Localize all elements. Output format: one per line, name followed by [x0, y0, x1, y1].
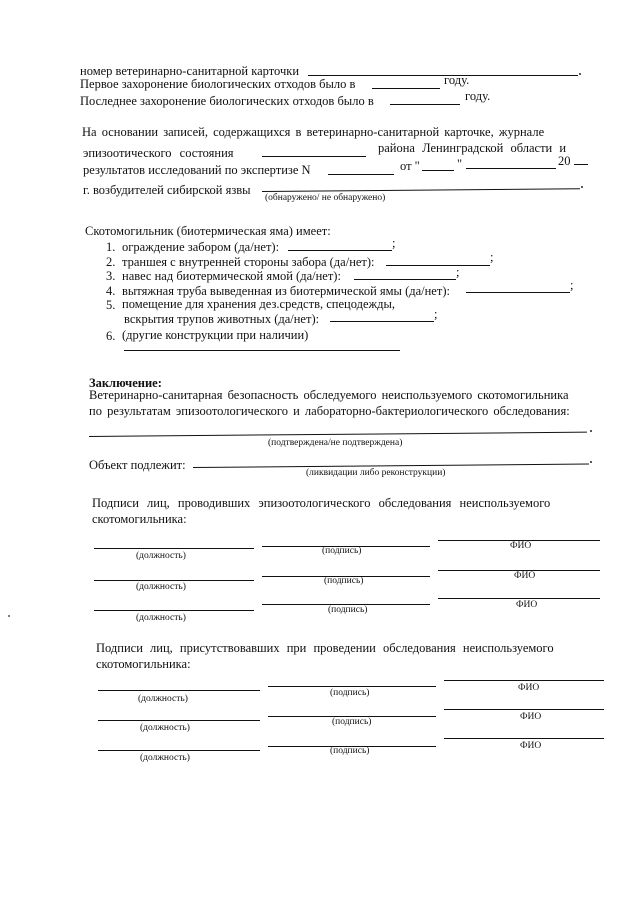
pit-item-3-num: 3. [106, 269, 116, 283]
expertise-month-field[interactable] [466, 168, 556, 169]
pit-item-1-num: 1. [106, 240, 116, 254]
present-3-signature-hint: (подпись) [330, 746, 370, 756]
first-burial-year-suffix: году. [444, 73, 470, 87]
pit-item-5-text: помещение для хранения дез.средств, спецодежды, [122, 297, 396, 311]
card-number-label: номер ветеринарно-санитарной карточки [80, 64, 300, 78]
basis-line-3-left: результатов исследований по экспертизе N [83, 163, 311, 177]
pit-item-6-field[interactable] [124, 350, 400, 351]
last-burial-label: Последнее захоронение биологических отходов было в [80, 94, 374, 108]
inspector-3-signature-hint: (подпись) [328, 605, 368, 615]
pit-intro: Скотомогильник (биотермическая яма) имеет: [85, 224, 331, 238]
basis-quote: " [457, 157, 463, 171]
pit-item-3-field[interactable] [354, 279, 456, 280]
pit-item-5-text-cont: вскрытия трупов животных (да/нет): [124, 312, 320, 326]
period-mark [579, 73, 581, 75]
semicolon: ; [392, 236, 396, 250]
pit-item-2-field[interactable] [386, 265, 490, 266]
inspector-2-signature-hint: (подпись) [324, 576, 364, 586]
inspector-1-signature-hint: (подпись) [322, 546, 362, 556]
conclusion-heading: Заключение: [89, 376, 162, 390]
basis-year-label: 20 [558, 154, 571, 168]
basis-line-2-right: района Ленинградской области и [378, 141, 567, 155]
present-3-position-field[interactable] [98, 750, 260, 751]
conclusion-line-1: Ветеринарно-санитарная безопасность обследуемого неиспользуемого скотомогильника [89, 388, 569, 402]
present-heading-line-1: Подписи лиц, присутствовавших при проведении обследования неиспользуемого [96, 641, 554, 655]
conclusion-line-2: по результатам эпизоотологического и лабораторно-бактериологического обследования: [89, 404, 570, 418]
first-burial-label: Первое захоронение биологических отходов было в [80, 77, 356, 91]
present-3-name-field[interactable] [444, 738, 604, 739]
present-2-position-hint: (должность) [140, 723, 190, 733]
period-mark [590, 430, 592, 432]
present-heading-line-2: скотомогильника: [96, 657, 191, 671]
expertise-number-field[interactable] [328, 174, 394, 175]
expertise-day-field[interactable] [422, 170, 454, 171]
card-number-field[interactable] [308, 75, 578, 76]
anthrax-result-field[interactable] [262, 188, 580, 192]
object-action-hint: (ликвидации либо реконструкции) [306, 468, 446, 478]
pit-item-3-text: навес над биотермической ямой (да/нет): [122, 269, 341, 283]
pit-item-5-field[interactable] [330, 321, 434, 322]
pit-item-4-field[interactable] [466, 292, 570, 293]
district-field[interactable] [262, 156, 366, 157]
present-2-name-hint: ФИО [520, 712, 542, 722]
first-burial-field[interactable] [372, 88, 440, 89]
period-mark [590, 461, 592, 463]
anthrax-result-hint: (обнаружено/ не обнаружено) [265, 193, 386, 203]
pit-item-4-num: 4. [106, 284, 116, 298]
present-1-signature-hint: (подпись) [330, 688, 370, 698]
last-burial-field[interactable] [390, 104, 460, 105]
inspector-2-name-hint: ФИО [514, 571, 536, 581]
inspector-2-position-field[interactable] [94, 580, 254, 581]
semicolon: ; [456, 265, 460, 279]
semicolon: ; [434, 307, 438, 321]
inspectors-heading-line-2: скотомогильника: [92, 512, 187, 526]
present-1-signature-field[interactable] [268, 686, 436, 687]
basis-line-1: На основании записей, содержащихся в ветеринарно-санитарной карточке, журнале [82, 125, 545, 139]
inspector-1-position-hint: (должность) [136, 551, 186, 561]
present-3-position-hint: (должность) [140, 753, 190, 763]
last-burial-year-suffix: году. [465, 89, 491, 103]
present-2-name-field[interactable] [444, 709, 604, 710]
period-mark [581, 186, 583, 188]
inspectors-heading-line-1: Подписи лиц, проводивших эпизоотологического обследования неиспользуемого [92, 496, 551, 510]
present-1-position-field[interactable] [98, 690, 260, 691]
scan-speck [8, 615, 10, 617]
conclusion-result-hint: (подтверждена/не подтверждена) [268, 438, 403, 448]
pit-item-1-field[interactable] [288, 250, 392, 251]
pit-item-1-text: ограждение забором (да/нет): [122, 240, 280, 254]
inspector-3-name-field[interactable] [438, 598, 600, 599]
pit-item-2-text: траншея с внутренней стороны забора (да/нет): [122, 255, 375, 269]
present-3-name-hint: ФИО [520, 741, 542, 751]
inspector-3-position-field[interactable] [94, 610, 254, 611]
semicolon: ; [490, 250, 494, 264]
pit-item-5-num: 5. [106, 298, 116, 312]
present-1-name-hint: ФИО [518, 683, 540, 693]
present-1-name-field[interactable] [444, 680, 604, 681]
inspector-1-position-field[interactable] [94, 548, 254, 549]
basis-line-2-left: эпизоотического состояния [83, 146, 234, 160]
inspector-3-position-hint: (должность) [136, 613, 186, 623]
pit-item-2-num: 2. [106, 255, 116, 269]
basis-from-label: от " [400, 159, 420, 173]
basis-line-4: г. возбудителей сибирской язвы [83, 183, 251, 197]
inspector-3-name-hint: ФИО [516, 600, 538, 610]
present-2-signature-hint: (подпись) [332, 717, 372, 727]
pit-item-6-text: (другие конструкции при наличии) [122, 328, 309, 342]
present-2-position-field[interactable] [98, 720, 260, 721]
present-1-position-hint: (должность) [138, 694, 188, 704]
inspector-1-name-hint: ФИО [510, 541, 532, 551]
pit-item-4-text: вытяжная труба выведенная из биотермической ямы (да/нет): [122, 284, 450, 298]
expertise-year-field[interactable] [574, 164, 588, 165]
object-label: Объект подлежит: [89, 458, 186, 472]
pit-item-6-num: 6. [106, 329, 116, 343]
semicolon: ; [570, 278, 574, 292]
conclusion-result-field[interactable] [89, 432, 587, 437]
inspector-2-position-hint: (должность) [136, 582, 186, 592]
